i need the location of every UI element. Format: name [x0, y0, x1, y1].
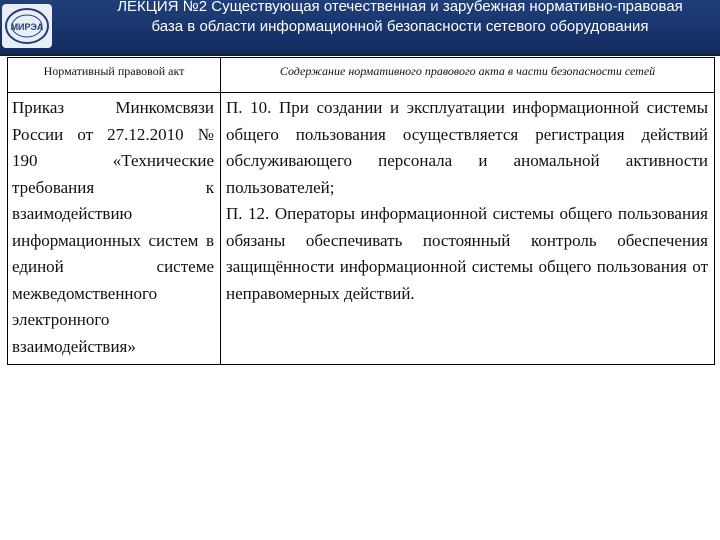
column-header-act: Нормативный правовой акт [8, 58, 221, 93]
university-logo [2, 4, 52, 48]
act-cell: Приказ Минкомсвязи России от 27.12.2010 № 190 «Технические требования к взаимодействию информационных систем в единой системе межведомственного электронного взаимодействия» [8, 93, 221, 365]
table-header-row [8, 58, 715, 93]
content-cell [221, 93, 715, 365]
content-paragraph: П. 12. Операторы информационной системы общего пользования обязаны обеспечивать постоянный контроль обеспечения защищённости информационной системы общего пользования от неправомерных действий. [226, 204, 708, 303]
slide-title: ЛЕКЦИЯ №2 Существующая отечественная и зарубежная нормативно-правовая база в области информационной безопасности сетевого оборудования [117, 0, 683, 35]
regulation-table [7, 57, 715, 365]
table-row [8, 93, 715, 365]
column-header-content: Содержание нормативного правового акта в части безопасности сетей [221, 58, 715, 93]
logo-text: МИРЭА [10, 22, 44, 32]
slide-header [0, 0, 720, 56]
content-paragraph: П. 10. При создании и эксплуатации информационной системы общего пользования осуществляется регистрация действий обслуживающего персонала и аномальной активности пользователей; [226, 98, 708, 197]
logo-emblem-icon [4, 6, 50, 46]
